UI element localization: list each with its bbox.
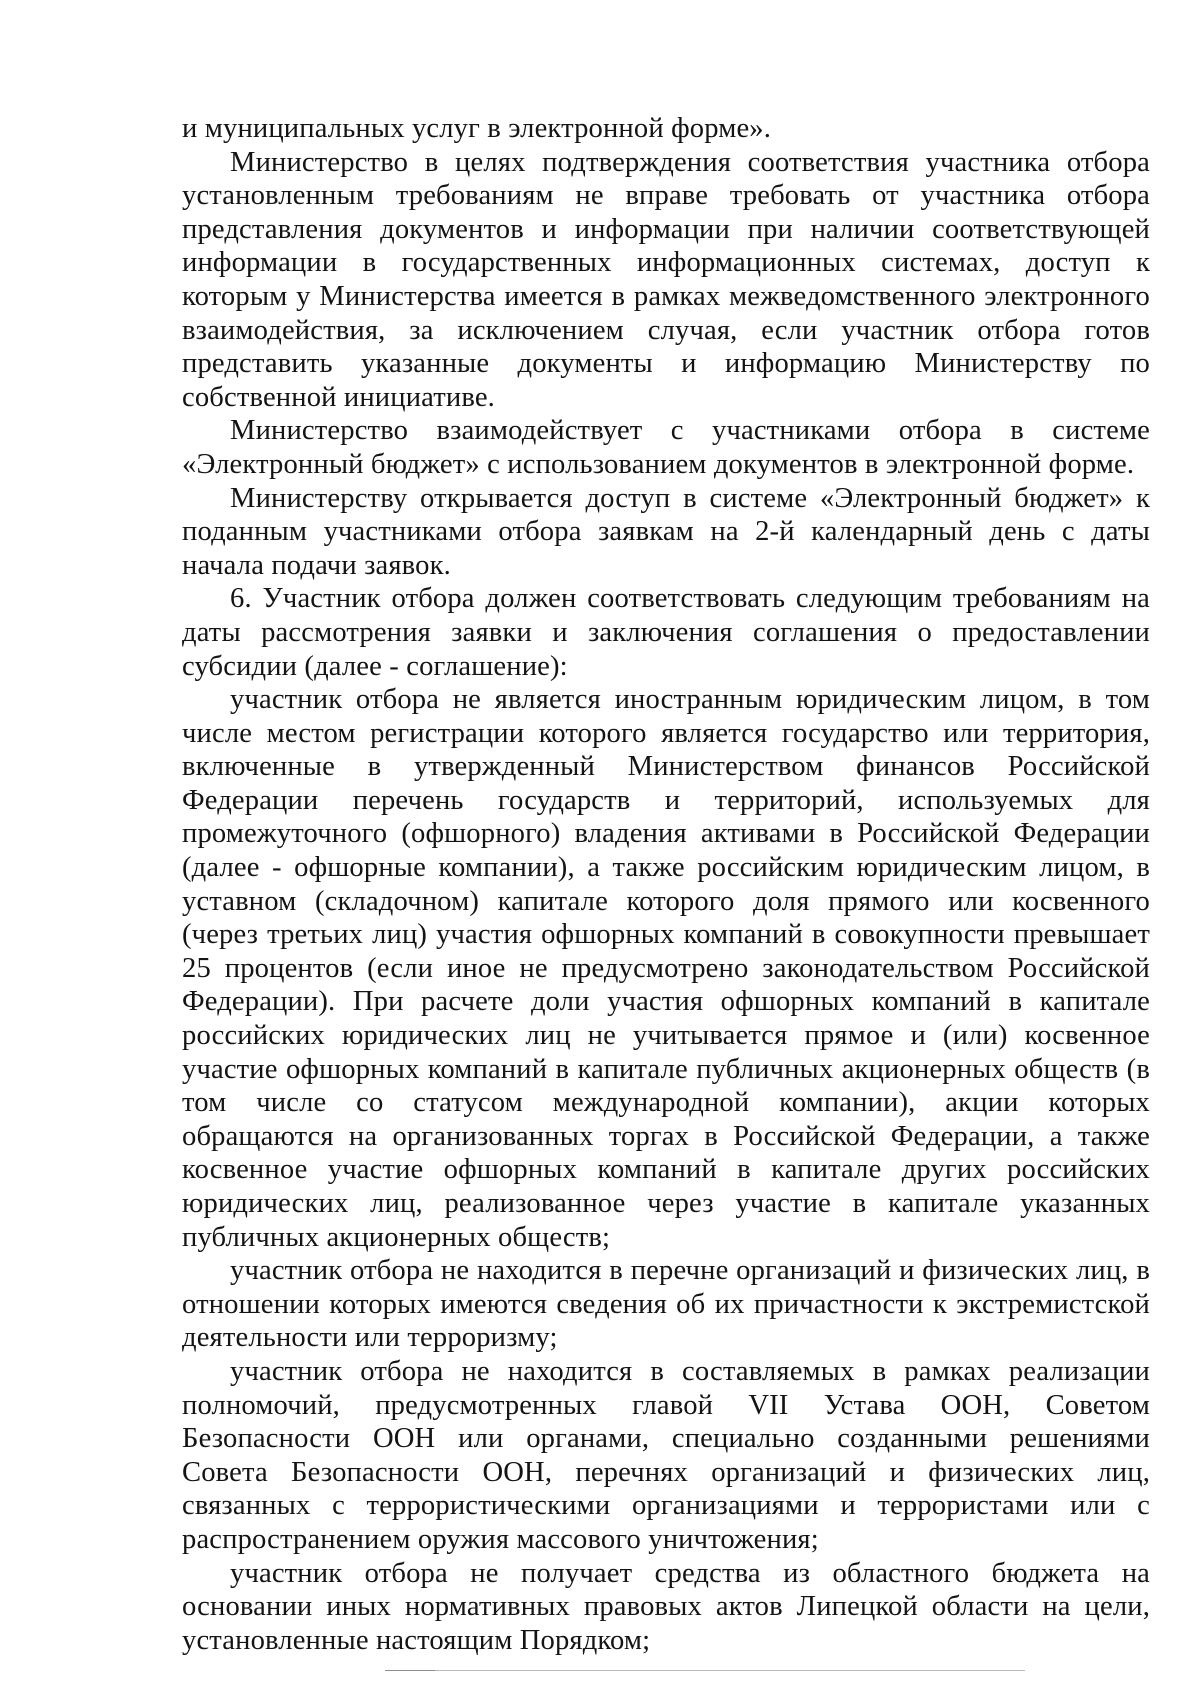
paragraph-ministry-requirements: Министерство в целях подтверждения соответствия участника отбора установленным требованиям не вправе требовать от участника отбора представления документов и информации при наличии соответствующей информации в государственных информационных системах, доступ к которым у Министерства имеется в рамках межведомственного электронного взаимодействия, за исключением случая, если участник отбора готов представить указанные документы и информацию Министерству по собственной инициативе. [182, 146, 1150, 413]
paragraph-section-6: 6. Участник отбора должен соответствовать следующим требованиям на даты рассмотрения заявки и заключения соглашения о предоставлении субсидии (далее - соглашение): [182, 583, 1150, 682]
paragraph-extremism-requirement: участник отбора не находится в перечне организаций и физических лиц, в отношении которых имеются сведения об их причастности к экстремистской деятельности или терроризму; [182, 1255, 1150, 1354]
paragraph-offshore-requirement: участник отбора не является иностранным юридическим лицом, в том числе местом регистрации которого является государство или территория, включенные в утвержденный Министерством финансов Российской Федерации перечень государств и территорий, используемых для промежуточного (офшорного) владения активами в Российской Федерации (далее - офшорные компании), а также российским юридическим лицом, в уставном (складочном) капитале которого доля прямого или косвенного (через третьих лиц) участия офшорных компаний в совокупности превышает 25 процентов (если иное не предусмотрено законодательством Российской Федерации). При расчете доли участия офшорных компаний в капитале российских юридических лиц не учитывается прямое и (или) косвенное участие офшорных компаний в капитале публичных акционерных обществ (в том числе со статусом международной компании), акции которых обращаются на организованных торгах в Российской Федерации, а также косвенное участие офшорных компаний в капитале других российских юридических лиц, реализованное через участие в капитале указанных публичных акционерных обществ; [182, 684, 1150, 1253]
paragraph-electronic-budget-access: Министерству открывается доступ в системе «Электронный бюджет» к поданным участниками отбора заявкам на 2-й календарный день с даты начала подачи заявок. [182, 482, 1150, 581]
footer-divider-dash [385, 1670, 435, 1671]
paragraph-electronic-budget-interaction: Министерство взаимодействует с участниками отбора в системе «Электронный бюджет» с использованием документов в электронной форме. [182, 415, 1150, 480]
paragraph-continuation: и муниципальных услуг в электронной форме». [182, 113, 772, 144]
paragraph-budget-funds-requirement: участник отбора не получает средства из областного бюджета на основании иных нормативных правовых актов Липецкой области на цели, установленные настоящим Порядком; [182, 1557, 1150, 1656]
paragraph-un-sanctions-requirement: участник отбора не находится в составляемых в рамках реализации полномочий, предусмотренных главой VII Устава ООН, Советом Безопасности ООН или органами, специально созданными решениями Совета Безопасности ООН, перечнях организаций и физических лиц, связанных с террористическими организациями и террористами или с распространением оружия массового уничтожения; [182, 1355, 1150, 1555]
footer-divider [385, 1670, 1025, 1671]
document-body [182, 112, 1150, 1657]
